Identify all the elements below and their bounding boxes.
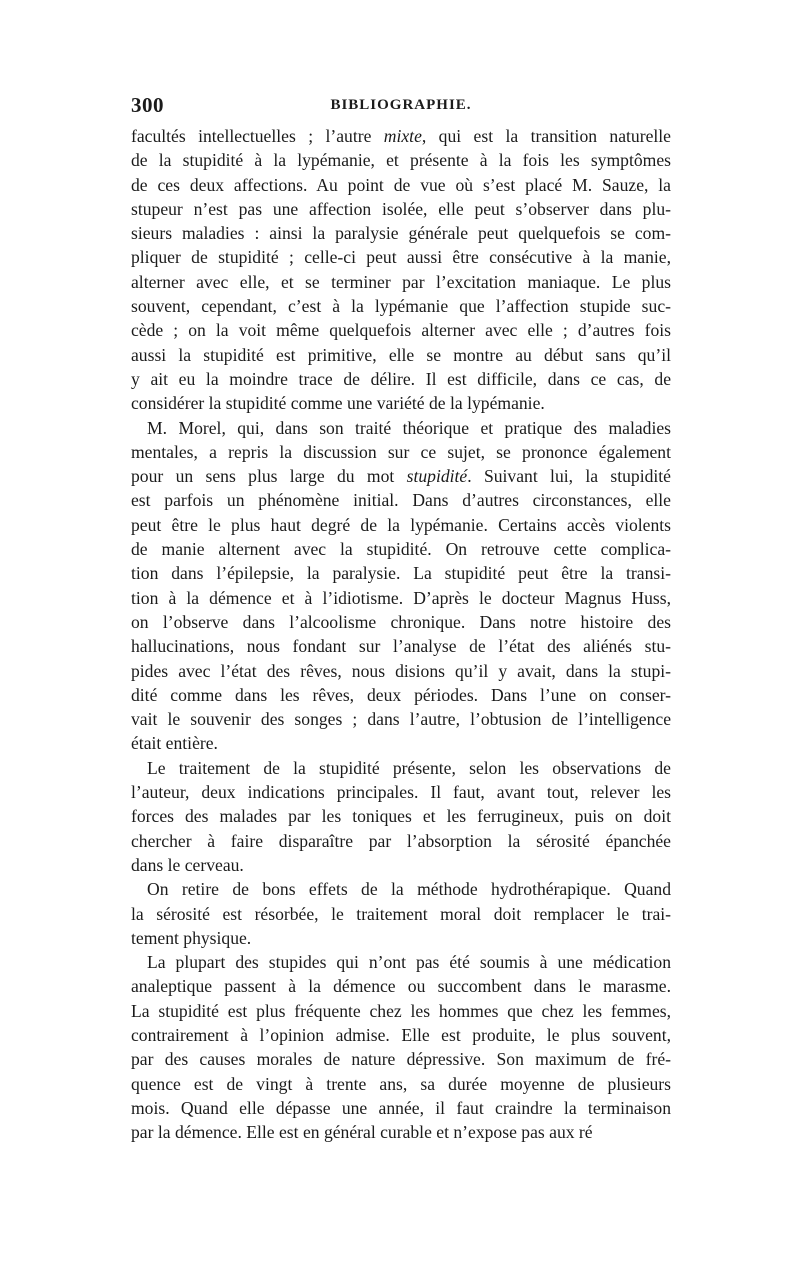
text-line: de ces deux affections. Au point de vue où s’est placé M. Sauze, la: [131, 174, 671, 195]
text-line: on l’observe dans l’alcoolisme chronique. Dans notre histoire des: [131, 611, 671, 632]
body-text: [131, 124, 671, 1144]
italic-term: mixte: [383, 126, 422, 146]
text-line: vait le souvenir des songes ; dans l’autre, l’obtusion de l’intelligence: [131, 709, 671, 730]
text-line: alterner avec elle, et se terminer par l’excitation maniaque. Le plus: [131, 271, 671, 292]
text-line: quence est de vingt à trente ans, sa durée moyenne de plusieurs: [131, 1073, 671, 1094]
text-line: dité comme dans les rêves, deux périodes. Dans l’une on conser-: [131, 684, 671, 705]
text-line: chercher à faire disparaître par l’absorption la sérosité épanchée: [131, 830, 671, 851]
text-line: facultés intellectuelles ; l’autre mixte, qui est la transition naturelle: [131, 126, 671, 146]
text-line: dans le cerveau.: [131, 854, 244, 875]
text-line: y ait eu la moindre trace de délire. Il est difficile, dans ce cas, de: [131, 368, 671, 389]
text-line: considérer la stupidité comme une variété de la lypémanie.: [131, 393, 545, 414]
text-line: de manie alternent avec la stupidité. On retrouve cette complica-: [131, 539, 671, 560]
text-line: la sérosité est résorbée, le traitement moral doit remplacer le trai-: [131, 903, 671, 924]
paragraph: [131, 950, 671, 1144]
text-line: tion à la démence et à l’idiotisme. D’après le docteur Magnus Huss,: [131, 587, 671, 608]
text-line: On retire de bons effets de la méthode hydrothérapique. Quand: [147, 879, 671, 900]
text-line: La plupart des stupides qui n’ont pas été soumis à une médication: [147, 952, 671, 973]
paragraph: [131, 877, 671, 950]
page-header: [131, 93, 671, 123]
text-line: de la stupidité à la lypémanie, et présente à la fois les symptômes: [131, 150, 671, 171]
text-line: mentales, a repris la discussion sur ce sujet, se prononce également: [131, 441, 671, 462]
text-line: était entière.: [131, 733, 218, 754]
text-line: contrairement à l’opinion admise. Elle est produite, le plus souvent,: [131, 1024, 671, 1045]
text-line: Le traitement de la stupidité présente, selon les observations de: [147, 757, 671, 778]
text-line: souvent, cependant, c’est à la lypémanie que l’affection stupide suc-: [131, 296, 671, 317]
paragraph: [131, 756, 671, 877]
text-line: tion dans l’épilepsie, la paralysie. La stupidité peut être la transi-: [131, 563, 671, 584]
text-line: est parfois un phénomène initial. Dans d’autres circonstances, elle: [131, 490, 671, 511]
page-number: 300: [131, 93, 164, 117]
italic-term: stupidité: [406, 466, 468, 487]
text-line: mois. Quand elle dépasse une année, il faut craindre la terminaison: [131, 1097, 671, 1118]
text-line: l’auteur, deux indications principales. Il faut, avant tout, relever les: [131, 782, 671, 803]
text-line: cède ; on la voit même quelquefois alterner avec elle ; d’autres fois: [131, 320, 671, 341]
paragraph: [131, 416, 671, 756]
paragraph: [131, 124, 671, 416]
text-line: sieurs maladies : ainsi la paralysie générale peut quelquefois se com-: [131, 223, 671, 244]
text-line: tement physique.: [131, 927, 252, 948]
text-line: La stupidité est plus fréquente chez les hommes que chez les femmes,: [131, 1000, 671, 1021]
text-line: pour un sens plus large du mot stupidité. Suivant lui, la stupidité: [131, 466, 671, 487]
running-title: BIBLIOGRAPHIE.: [330, 97, 472, 113]
text-line: pliquer de stupidité ; celle-ci peut aussi être consécutive à la manie,: [131, 247, 671, 268]
text-line: forces des malades par les toniques et les ferrugineux, puis on doit: [131, 806, 671, 827]
text-line: peut être le plus haut degré de la lypémanie. Certains accès violents: [131, 514, 671, 535]
text-line: par la démence. Elle est en général curable et n’expose pas aux ré: [131, 1122, 593, 1143]
text-line: analeptique passent à la démence ou succombent dans le marasme.: [131, 976, 671, 997]
text-line: stupeur n’est pas une affection isolée, elle peut s’observer dans plu-: [131, 198, 671, 219]
text-line: M. Morel, qui, dans son traité théorique et pratique des maladies: [147, 417, 671, 438]
text-line: hallucinations, nous fondant sur l’analyse de l’état des aliénés stu-: [131, 636, 671, 657]
text-line: pides avec l’état des rêves, nous disions qu’il y avait, dans la stupi-: [131, 660, 671, 681]
text-line: aussi la stupidité est primitive, elle se montre au début sans qu’il: [131, 344, 671, 365]
text-line: par des causes morales de nature dépressive. Son maximum de fré-: [131, 1049, 671, 1070]
